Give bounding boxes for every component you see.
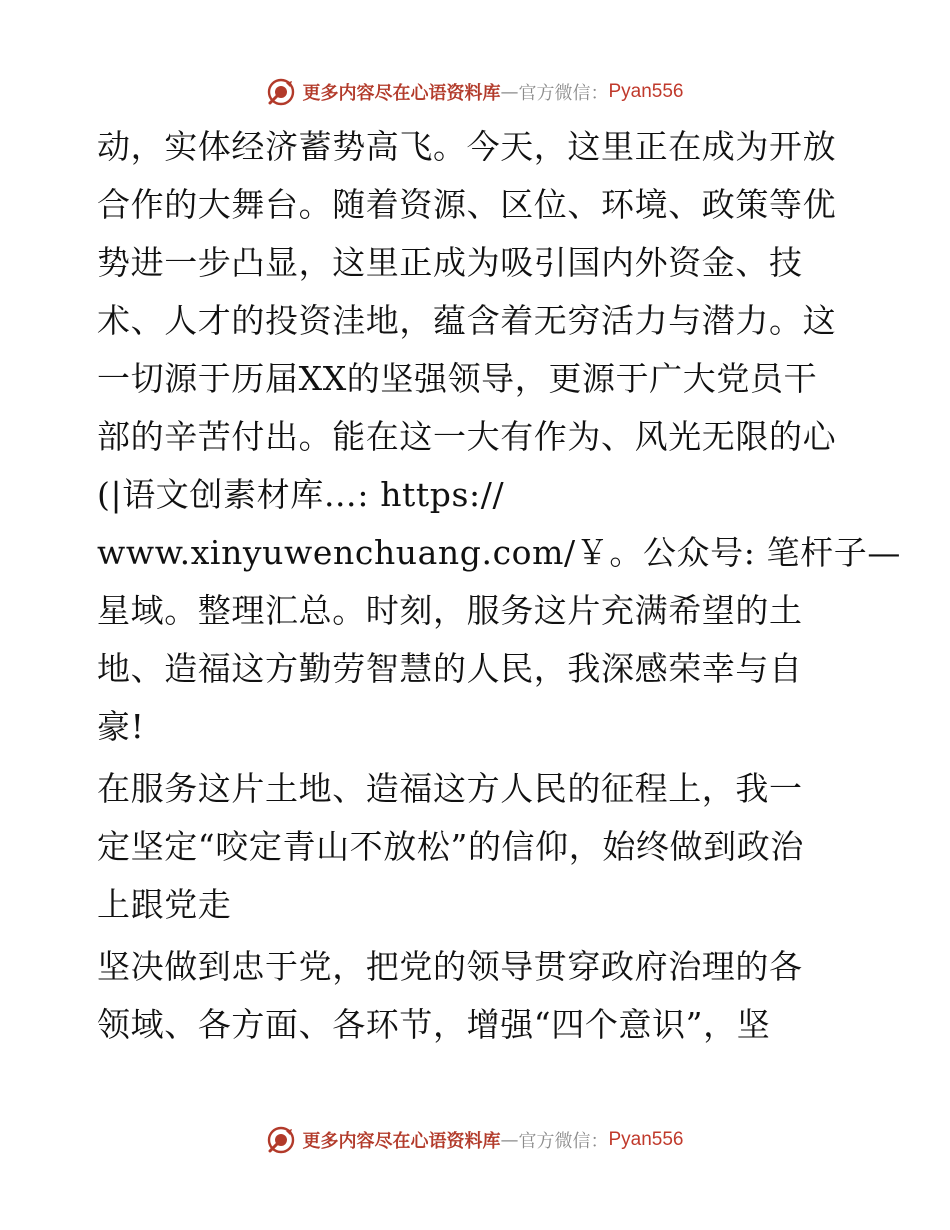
text-line: 在服务这片土地、造福这方人民的征程上，我一 [97, 769, 803, 808]
pen-logo-icon [266, 1125, 296, 1155]
text-line: 坚决做到忠于党，把党的领导贯穿政府治理的各 [97, 947, 803, 986]
text-line: 势进一步凸显，这里正成为吸引国内外资金、技 [97, 243, 803, 282]
text-line: 上跟党走 [97, 885, 232, 924]
banner-title: 更多内容尽在心语资料库 [302, 1131, 501, 1152]
banner-separator: — [500, 81, 519, 103]
header-banner [0, 72, 950, 112]
text-line: 星域。整理汇总。时刻，服务这片充满希望的土 [97, 591, 803, 630]
text-line: 豪! [97, 707, 145, 746]
banner-wechat-label: 官方微信： [518, 1131, 609, 1152]
text-line: 地、造福这方勤劳智慧的人民，我深感荣幸与自 [97, 649, 803, 688]
text-line: (|语文创素材库…: https:// [97, 475, 505, 514]
text-line: 部的辛苦付出。能在这一大有作为、风光无限的心 [97, 417, 837, 456]
text-line: 一切源于历届XX的坚强领导，更源于广大党员干 [97, 359, 818, 398]
banner-wechat-label: 官方微信： [518, 83, 609, 104]
banner-wechat-id: Pyan556 [608, 81, 684, 102]
text-line: 定坚定“咬定青山不放松”的信仰，始终做到政治 [97, 827, 804, 866]
text-line: 动，实体经济蓄势高飞。今天，这里正在成为开放 [97, 127, 837, 166]
text-line: 术、人才的投资洼地，蕴含着无穷活力与潜力。这 [97, 301, 837, 340]
banner-separator: — [500, 1129, 519, 1151]
banner-title: 更多内容尽在心语资料库 [302, 83, 501, 104]
banner-wechat-id: Pyan556 [608, 1129, 684, 1150]
text-line: 合作的大舞台。随着资源、区位、环境、政策等优 [97, 185, 837, 224]
pen-logo-icon [266, 77, 296, 107]
text-line: 领域、各方面、各环节，增强“四个意识”，坚 [97, 1005, 771, 1044]
text-line: www.xinyuwenchuang.com/￥。公众号: 笔杆子— [97, 533, 901, 572]
footer-banner [0, 1120, 950, 1160]
document-body [97, 118, 901, 1054]
